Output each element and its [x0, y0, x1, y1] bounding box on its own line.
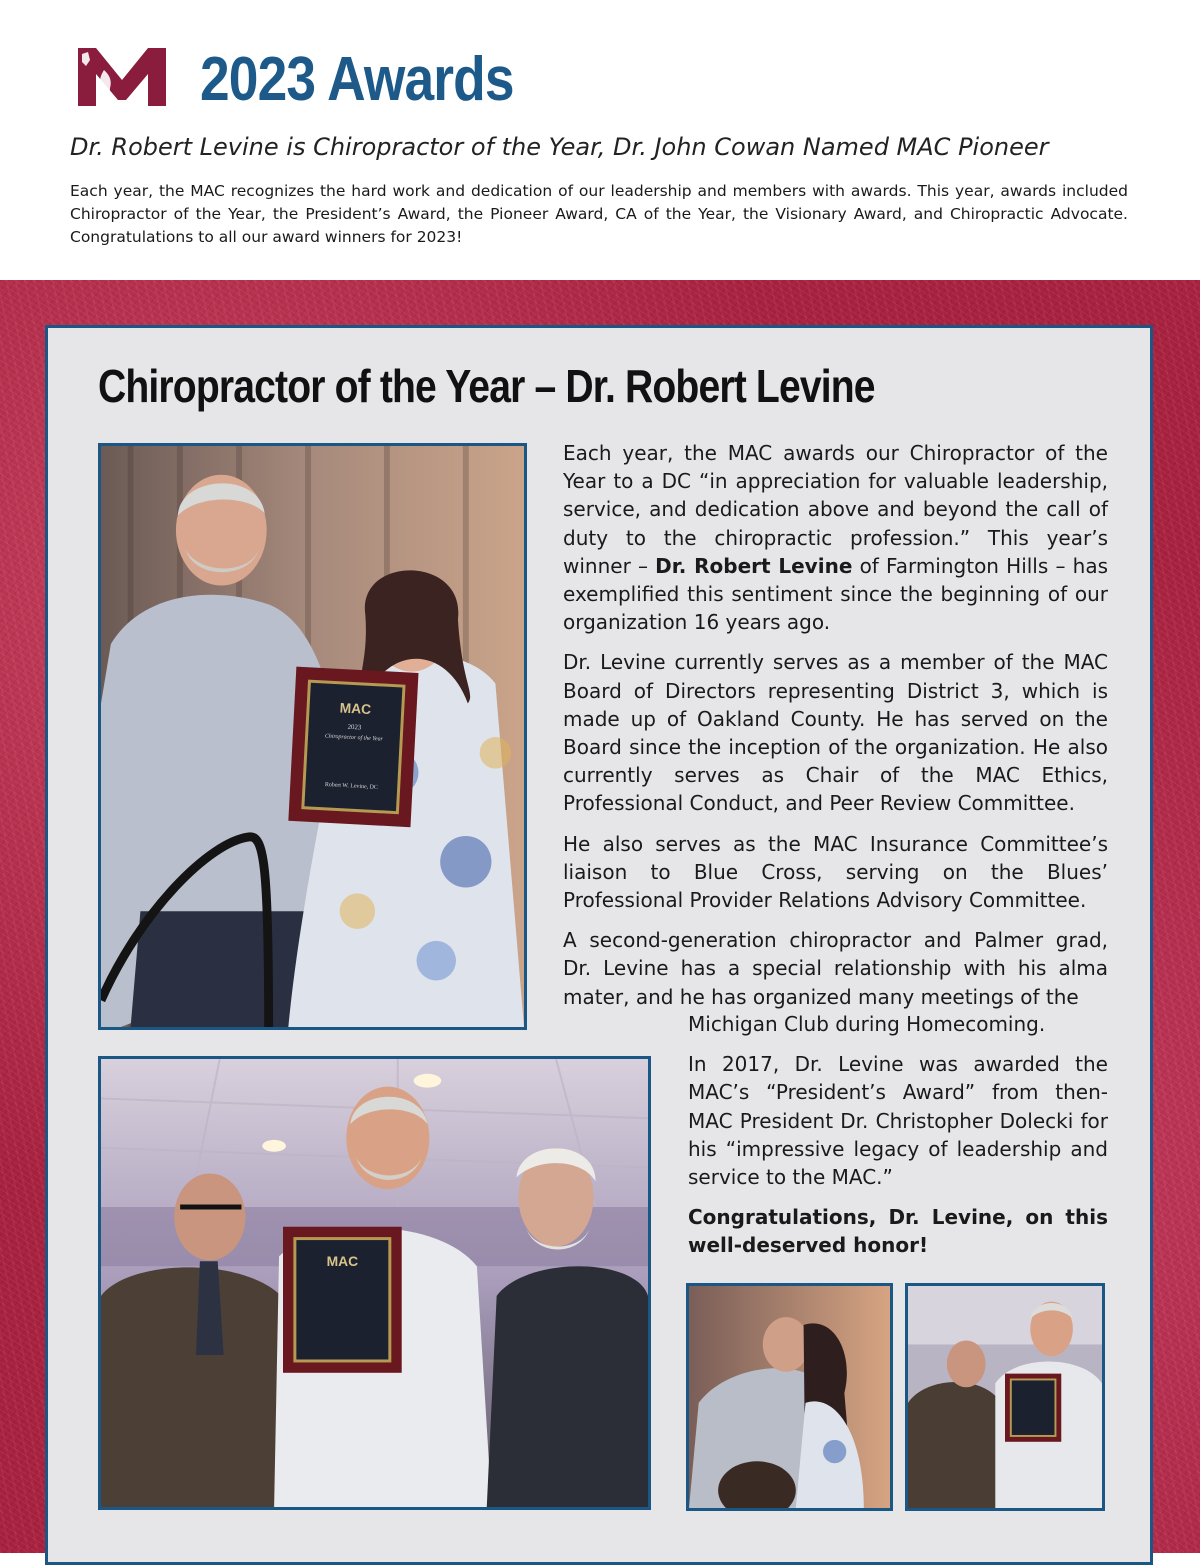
intro-paragraph: Each year, the MAC recognizes the hard work and dedication of our leadership and members with awards. This year, awards included Chiropractor of the Year, the President’s Award, the Pioneer Award, CA of the Year, the Visionary Award, and Chiropractic Advocate. Congratulations to all our award winners for 2023!	[70, 182, 1128, 246]
mac-logo-icon	[76, 40, 168, 108]
photo-hug	[686, 1283, 893, 1511]
paragraph-board: Dr. Levine currently serves as a member of the MAC Board of Directors representing District 3, which is made up of Oakland County. He has served on the Board since the inception of the organization. He also currently serves as Chair of the MAC Ethics, Professional Conduct, and Peer Review Committee.	[563, 650, 1108, 816]
plaque-recipient-label: Robert W. Levine, DC	[324, 782, 378, 791]
paragraph-palmer: A second-generation chiropractor and Palmer grad, Dr. Levine has a special relationship with his alma mater, and he has organized many meetings of the	[563, 928, 1108, 1009]
closing-congratulations: Congratulations, Dr. Levine, on this well-deserved honor!	[688, 1205, 1108, 1258]
section-heading: Chiropractor of the Year – Dr. Robert Levine	[98, 360, 875, 412]
photo-award-presentation	[98, 443, 527, 1030]
article-text-column-lower	[688, 1010, 1108, 1272]
winner-name: Dr. Robert Levine	[655, 553, 853, 578]
plaque-org-label: MAC	[339, 699, 372, 718]
page-subtitle: Dr. Robert Levine is Chiropractor of the Year, Dr. John Cowan Named MAC Pioneer	[70, 133, 1049, 161]
plaque-org-label-2: MAC	[326, 1253, 359, 1270]
photo-group-with-plaque	[98, 1056, 651, 1510]
paragraph-intro-tail: of Farmington Hills – has exemplified this sentiment since the beginning of our organization 16 years ago.	[563, 553, 1108, 635]
paragraph-intro-lead: Each year, the MAC awards our Chiropractor of the Year to a DC “in appreciation for valuable leadership, service, and dedication above and beyond the call of duty to the chiropractic profession.” This year’s winner –	[563, 441, 1108, 578]
photo-two-men-plaque	[905, 1283, 1105, 1511]
page-title: 2023 Awards	[200, 45, 514, 114]
paragraph-palmer-continued: Michigan Club during Homecoming.	[688, 1012, 1046, 1036]
paragraph-presidents-award: In 2017, Dr. Levine was awarded the MAC’s “President’s Award” from then-MAC President Dr. Christopher Dolecki for his “impressive legacy of leadership and service to the MAC.”	[688, 1052, 1108, 1190]
article-text-column-upper	[563, 439, 1108, 1011]
paragraph-intro	[563, 439, 1108, 636]
plaque-award-label: Chiropractor of the Year	[324, 733, 384, 743]
plaque-year-label: 2023	[347, 723, 362, 732]
paragraph-insurance: He also serves as the MAC Insurance Committee’s liaison to Blue Cross, serving on the Blues’ Professional Provider Relations Advisory Committee.	[563, 831, 1108, 913]
